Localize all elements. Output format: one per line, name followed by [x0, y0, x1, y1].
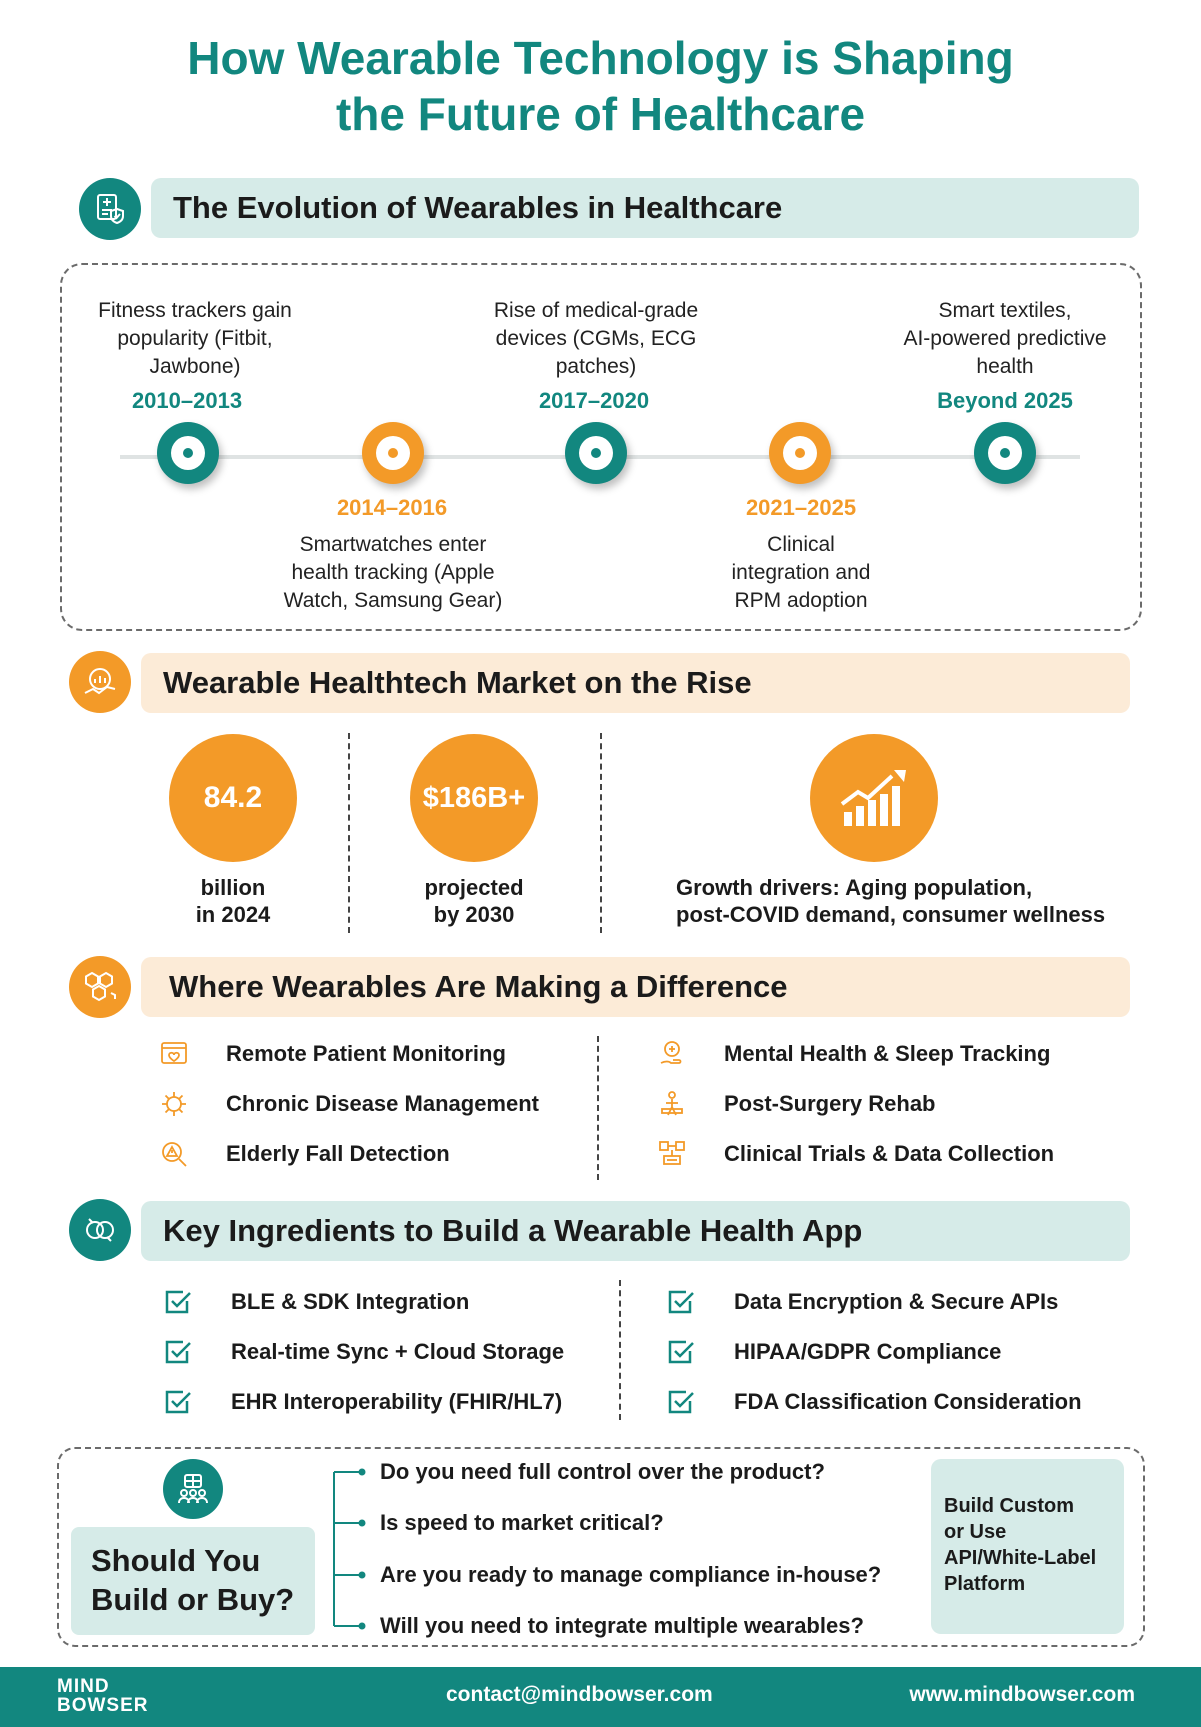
milestone-4-node — [769, 422, 831, 484]
divider — [600, 733, 602, 933]
difference-item — [154, 1038, 506, 1070]
check-icon — [163, 1287, 193, 1317]
milestone-3-node — [565, 422, 627, 484]
check-icon — [666, 1387, 696, 1417]
question: Are you ready to manage compliance in-house? — [380, 1562, 882, 1587]
website-link[interactable]: www.mindbowser.com — [909, 1683, 1135, 1706]
ingredient-item — [666, 1287, 1058, 1317]
hexagon-network-icon — [69, 956, 131, 1018]
evolution-heading: The Evolution of Wearables in Healthcare — [151, 178, 1139, 238]
page-title-line-1: How Wearable Technology is Shaping — [187, 32, 1014, 84]
ingredient-item — [163, 1337, 564, 1367]
difference-item-label: Post-Surgery Rehab — [724, 1091, 936, 1116]
stat-2-label: projected by 2030 — [424, 875, 524, 927]
check-icon — [666, 1287, 696, 1317]
divider — [619, 1280, 621, 1420]
build-or-buy-answer: Build Custom or Use API/White-Label Platform — [931, 1459, 1124, 1634]
ingredient-label: Data Encryption & Secure APIs — [734, 1289, 1059, 1314]
footer — [0, 1667, 1201, 1727]
growth-drivers-text: Growth drivers: Aging population, post-COVID demand, consumer wellness — [676, 875, 1106, 927]
difference-item-label: Chronic Disease Management — [226, 1091, 539, 1116]
milestone-3-text: Rise of medical-grade devices (CGMs, ECG patches) — [493, 299, 699, 378]
mindbowser-logo: MIND BOWSER — [57, 1676, 149, 1716]
team-puzzle-icon — [163, 1459, 223, 1519]
ingredients-heading: Key Ingredients to Build a Wearable Health App — [141, 1201, 1130, 1261]
ingredient-label: EHR Interoperability (FHIR/HL7) — [231, 1389, 563, 1414]
build-or-buy-label: Should You Build or Buy? — [71, 1527, 315, 1635]
divider — [597, 1036, 599, 1180]
stat-1-circle: 84.2 — [169, 734, 297, 862]
stat-1-label: billion in 2024 — [195, 875, 271, 927]
milestone-5-text: Smart textiles, AI-powered predictive health — [903, 299, 1107, 378]
milestone-4-year: 2021–2025 — [745, 495, 857, 520]
difference-item-label: Remote Patient Monitoring — [226, 1041, 506, 1066]
difference-item — [652, 1138, 1054, 1170]
difference-item-label: Mental Health & Sleep Tracking — [724, 1041, 1051, 1066]
ingredient-item — [666, 1337, 1001, 1367]
difference-item-label: Elderly Fall Detection — [226, 1141, 450, 1166]
ingredient-item — [163, 1287, 469, 1317]
page-title-line-2: the Future of Healthcare — [335, 88, 866, 140]
market-chart-icon — [69, 651, 131, 713]
milestone-3-year: 2017–2020 — [538, 388, 650, 413]
virus-icon — [154, 1088, 194, 1120]
question: Is speed to market critical? — [380, 1510, 664, 1535]
stat-2-circle: $186B+ — [410, 734, 538, 862]
ingredients-link-icon — [69, 1199, 131, 1261]
rehab-person-icon — [652, 1088, 692, 1120]
difference-item — [154, 1138, 450, 1170]
milestone-2-text: Smartwatches enter health tracking (Apple Watch, Samsung Gear) — [283, 533, 503, 612]
page-title — [0, 30, 1201, 142]
ingredient-label: FDA Classification Consideration — [734, 1389, 1082, 1414]
milestone-2-year: 2014–2016 — [336, 495, 448, 520]
medical-document-shield-icon — [79, 178, 141, 240]
milestone-2-node — [362, 422, 424, 484]
brain-hand-icon — [652, 1038, 692, 1070]
clinical-data-icon — [652, 1138, 692, 1170]
monitor-heart-icon — [154, 1038, 194, 1070]
question: Will you need to integrate multiple wearables? — [380, 1613, 864, 1638]
milestone-1-node — [157, 422, 219, 484]
divider — [348, 733, 350, 933]
ingredient-item — [666, 1387, 1082, 1417]
question: Do you need full control over the product? — [380, 1459, 825, 1484]
difference-heading: Where Wearables Are Making a Difference — [141, 957, 1130, 1017]
check-icon — [666, 1337, 696, 1367]
search-warning-icon — [154, 1138, 194, 1170]
ingredient-label: BLE & SDK Integration — [231, 1289, 470, 1314]
difference-item — [154, 1088, 539, 1120]
questions-bracket — [330, 1462, 370, 1632]
ingredient-item — [163, 1387, 562, 1417]
milestone-5-node — [974, 422, 1036, 484]
check-icon — [163, 1387, 193, 1417]
difference-item-label: Clinical Trials & Data Collection — [724, 1141, 1055, 1166]
milestone-1-year: 2010–2013 — [131, 388, 243, 413]
contact-email-link[interactable]: contact@mindbowser.com — [446, 1683, 713, 1706]
growth-bars-arrow-icon — [810, 734, 938, 862]
milestone-5-year: Beyond 2025 — [937, 388, 1073, 413]
difference-item — [652, 1088, 936, 1120]
ingredient-label: HIPAA/GDPR Compliance — [734, 1339, 1002, 1364]
market-heading: Wearable Healthtech Market on the Rise — [141, 653, 1130, 713]
difference-item — [652, 1038, 1050, 1070]
ingredient-label: Real-time Sync + Cloud Storage — [231, 1339, 565, 1364]
check-icon — [163, 1337, 193, 1367]
milestone-4-text: Clinical integration and RPM adoption — [731, 533, 871, 612]
milestone-1-text: Fitness trackers gain popularity (Fitbit, Jawbone) — [98, 299, 292, 378]
